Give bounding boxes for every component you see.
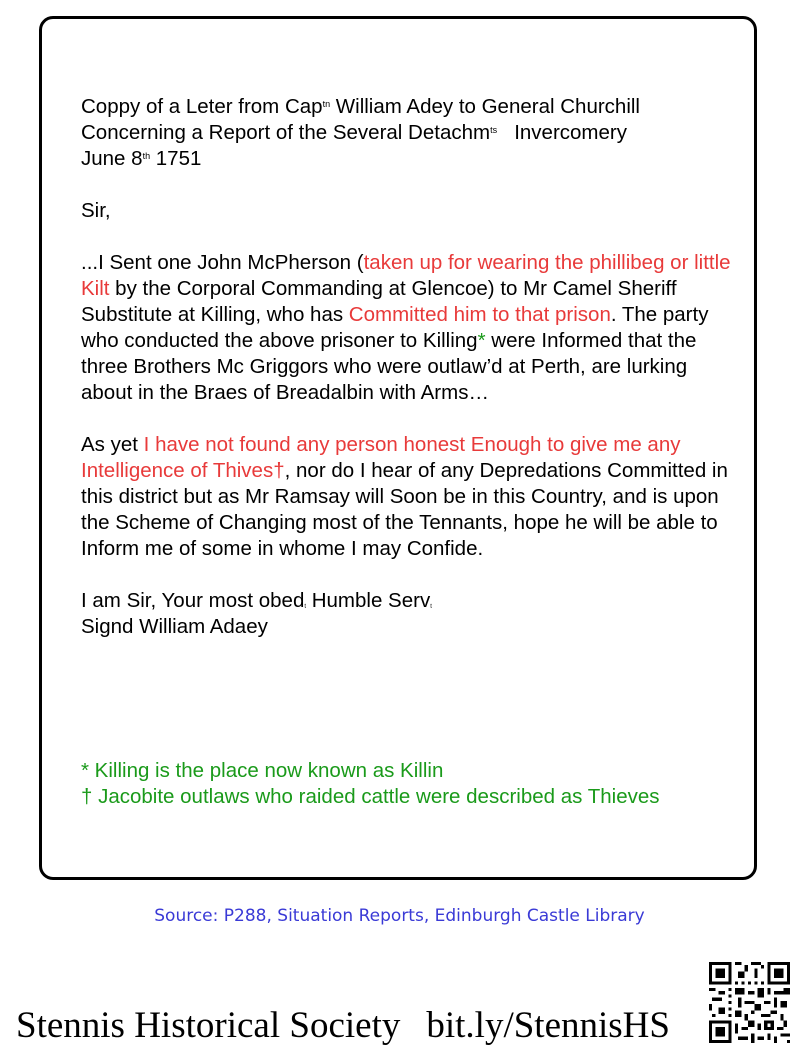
- highlight-intelligence: I have not found any person honest Enough to give me any Intelligence of Thives: [81, 433, 681, 482]
- paragraph-2: As yet I have not found any person honest Enough to give me any Intelligence of Thives†, nor do I hear of any Depredations Committed in this district but as Mr Ramsay will Soon be in this Country, and is upon the Scheme of Changing most of the Tennants, hope he will be able to Inform me of some in whome I may Confide.: [81, 433, 728, 560]
- footnote-killing: * Killing is the place now known as Killin: [81, 759, 444, 782]
- society-name: Stennis Historical Society: [16, 1005, 401, 1046]
- salutation: Sir,: [81, 199, 111, 222]
- letter-heading-line1: Coppy of a Leter from Cap$^{tn}$ William Adey to General Churchill: [81, 95, 640, 118]
- footnotes: [81, 758, 721, 810]
- signature: Signd William Adaey: [81, 615, 268, 638]
- paragraph-1: ...I Sent one John McPherson (taken up for wearing the phillibeg or little Kilt by the Corporal Commanding at Glencoe) to Mr Camel Sheriff Substitute at Killing, who has Committed him to that prison. The party who conducted the above prisoner to Killing* were Informed that the three Brothers Mc Griggors who were outlaw’d at Perth, are lurking about in the Braes of Breadalbin with Arms…: [81, 251, 731, 404]
- highlight-prison: Committed him to that prison: [348, 303, 611, 326]
- closing: I am Sir, Your most obed$_t$ Humble Serv$_t$: [81, 589, 432, 612]
- letter-body: [81, 94, 741, 640]
- letter-heading-line2: Concerning a Report of the Several Detachm$^{ts}$ Invercomery: [81, 121, 627, 144]
- footnote-thieves: † Jacobite outlaws who raided cattle were described as Thieves: [81, 785, 660, 808]
- society-link[interactable]: bit.ly/StennisHS: [426, 1005, 670, 1046]
- footnote-dagger: †: [273, 459, 285, 482]
- source-citation: Source: P288, Situation Reports, Edinburgh Castle Library: [154, 906, 645, 926]
- footnote-star: *: [477, 329, 486, 352]
- letter-date: June 8th 1751: [81, 147, 202, 170]
- highlight-kilt: taken up for wearing the phillibeg or little Kilt: [81, 251, 731, 300]
- footer: [16, 1004, 670, 1047]
- qr-code-icon[interactable]: [709, 962, 790, 1043]
